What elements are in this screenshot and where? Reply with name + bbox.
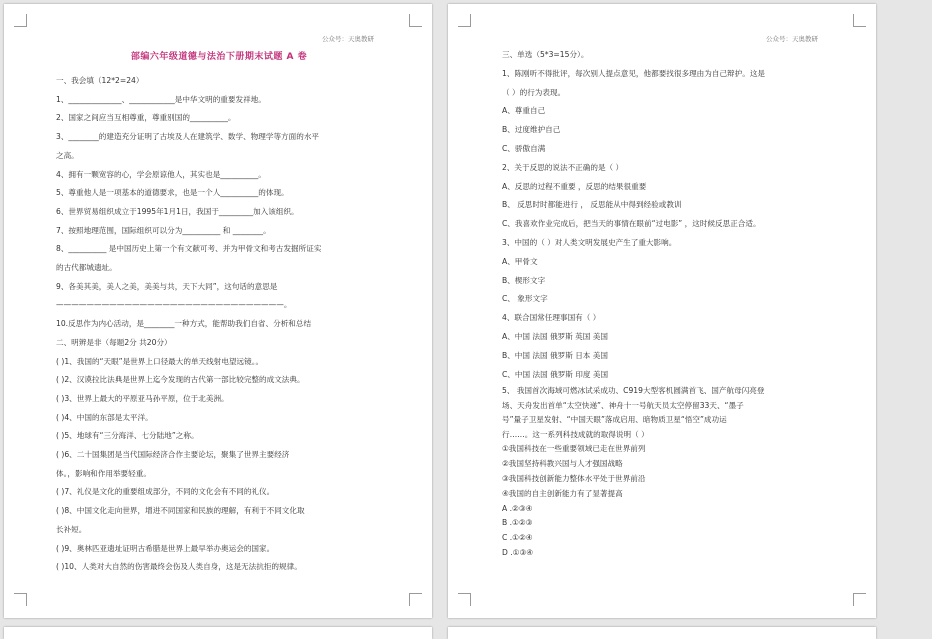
text-line: C .①②④ xyxy=(502,533,533,543)
crop-mark xyxy=(458,593,471,606)
question-5-options xyxy=(502,442,824,560)
text-line: 号”量子卫星发射、“中国天眼”落成启用、暗物质卫星“悟空”成功运 xyxy=(502,415,727,425)
crop-mark xyxy=(14,593,27,606)
text-line: C、骄傲自满 xyxy=(502,143,546,153)
page-content xyxy=(502,46,824,561)
text-line: 长补短。 xyxy=(56,524,87,534)
next-page-top-2 xyxy=(448,627,876,639)
text-line: ④我国的自主创新能力有了显著提高 xyxy=(502,488,623,498)
text-line: 4、联合国常任理事国有（ ） xyxy=(502,313,601,323)
text-line: B、楔形文字 xyxy=(502,275,546,285)
text-line: ( )7、礼仪是文化的重要组成部分，不同的文化会有不同的礼仪。 xyxy=(56,487,275,497)
text-line: 3、________的建造充分证明了古埃及人在建筑学、数学、物理学等方面的水平 xyxy=(56,132,320,142)
text-line: 5、 我国首次海域可燃冰试采成功、C919大型客机圆满首飞、国产航母闪亮登 xyxy=(502,386,765,396)
text-line: ( )2、汉谟拉比法典是世界上迄今发现的古代第一部比较完整的成文法典。 xyxy=(56,375,305,385)
question-5-paragraph xyxy=(502,384,824,442)
text-line: ——————————————————————————————。 xyxy=(56,300,292,310)
text-line: 行……。这一系列科技成就的取得说明（ ） xyxy=(502,429,649,439)
text-line: ( )8、中国文化走向世界，增进不同国家和民族的理解，有利于不同文化取 xyxy=(56,506,305,516)
text-lines xyxy=(502,46,824,384)
crop-mark xyxy=(409,593,422,606)
text-line: 的古代都城遗址。 xyxy=(56,263,117,273)
text-line: （ ）的行为表现。 xyxy=(502,87,566,97)
text-line: C、我喜欢作业完成后，把当天的事情在眼前“过电影” ，这时候反思正合适。 xyxy=(502,219,761,229)
text-line: D .①③④ xyxy=(502,547,534,557)
page-content xyxy=(56,48,382,577)
text-line: 9、各美其美，美人之美，美美与共，天下大同”，这句话的意思是 xyxy=(56,281,278,291)
text-line: 二、明辨是非（每题2分 共20分） xyxy=(56,337,172,347)
text-line: B、中国 法国 俄罗斯 日本 美国 xyxy=(502,350,608,360)
text-line: ③我国科技创新能力整体水平处于世界前沿 xyxy=(502,473,646,483)
document-page-1 xyxy=(4,4,432,618)
text-line: B .①②③ xyxy=(502,518,533,528)
crop-mark xyxy=(409,14,422,27)
crop-mark xyxy=(14,14,27,27)
next-page-top-1 xyxy=(4,627,432,639)
text-line: ( )5、地球有“三分海洋、七分陆地”之称。 xyxy=(56,431,199,441)
text-line: B、 反思时时都能进行 ， 反思能从中得到经验或教训 xyxy=(502,200,682,210)
text-line: ( )1、我国的“天眼”是世界上口径最大的单天线射电望远镜。。 xyxy=(56,356,264,366)
text-line: 10.反思作为内心活动，是________一种方式，能帮助我们自省、分析和总结 xyxy=(56,319,312,329)
text-line: 场、天舟发出首单“太空快递”、神舟十一号航天员太空停留33天、“墨子 xyxy=(502,400,744,410)
text-line: ( )6、二十国集团是当代国际经济合作主要论坛，聚集了世界主要经济 xyxy=(56,450,290,460)
text-line: A、中国 法国 俄罗斯 英国 美国 xyxy=(502,331,608,341)
text-line: 体。，影响和作用举要轻重。 xyxy=(56,468,151,478)
text-line: ( )4、中国的东部是太平洋。 xyxy=(56,412,153,422)
text-line: 2、关于反思的说法不正确的是（ ） xyxy=(502,162,624,172)
text-line: 三、单选（5*3=15分）。 xyxy=(502,50,589,59)
text-line: 8、__________ 是中国历史上第一个有文献可考、并为甲骨文和考古发掘所证实 xyxy=(56,244,322,254)
text-line: ( )3、世界上最大的平原亚马孙平原，位于北美洲。 xyxy=(56,393,229,403)
text-line: A .②③④ xyxy=(502,503,533,513)
text-line: 1、陈刚听不得批评，每次别人提点意见，他都要找很多理由为自己辩护。这是 xyxy=(502,68,766,78)
text-line: ( )10、人类对大自然的伤害最终会伤及人类自身，这是无法抗拒的规律。 xyxy=(56,562,302,572)
crop-mark xyxy=(853,593,866,606)
text-line: 4、拥有一颗宽容的心，学会原谅他人，其实也是__________。 xyxy=(56,169,266,179)
text-line: 5、尊重他人是一项基本的道德要求，也是一个人__________的体现。 xyxy=(56,188,289,198)
text-line: 1、______________、____________是中华文明的重要发祥地。 xyxy=(56,94,266,104)
page-header: 公众号：天奥教研 xyxy=(766,35,818,43)
text-line: 2、国家之间应当互相尊重，尊重别国的__________。 xyxy=(56,113,236,123)
text-line: 之高。 xyxy=(56,150,79,160)
text-line: 6、世界贸易组织成立于1995年1月1日，我国于_________加入该组织。 xyxy=(56,206,299,216)
text-line: C、 象形文字 xyxy=(502,294,548,304)
crop-mark xyxy=(853,14,866,27)
text-line: ①我国科技在一些重要领域已走在世界前列 xyxy=(502,444,646,454)
text-line: A、甲骨文 xyxy=(502,256,538,266)
text-line: ②我国坚持科教兴国与人才强国战略 xyxy=(502,459,623,469)
text-lines xyxy=(56,72,382,577)
text-line: A、尊重自己 xyxy=(502,106,546,116)
crop-mark xyxy=(458,14,471,27)
text-line: 一、我会填（12*2=24） xyxy=(56,76,144,85)
text-line: 3、中国的（ ）对人类文明发展史产生了重大影响。 xyxy=(502,237,677,247)
page-header: 公众号：天奥教研 xyxy=(322,35,374,43)
text-line: B、过度维护自己 xyxy=(502,125,561,135)
text-line: C、中国 法国 俄罗斯 印度 美国 xyxy=(502,369,609,379)
text-line: 7、按照地理范围，国际组织可以分为__________ 和 ________。 xyxy=(56,225,271,235)
exam-title: 部编六年级道德与法治下册期末试题 A 卷 xyxy=(130,52,308,62)
text-line: ( )9、奥林匹亚遗址证明古希腊是世界上最早举办奥运会的国家。 xyxy=(56,543,275,553)
document-page-2 xyxy=(448,4,876,618)
text-line: A、反思的过程不重要 ，反思的结果很重要 xyxy=(502,181,647,191)
